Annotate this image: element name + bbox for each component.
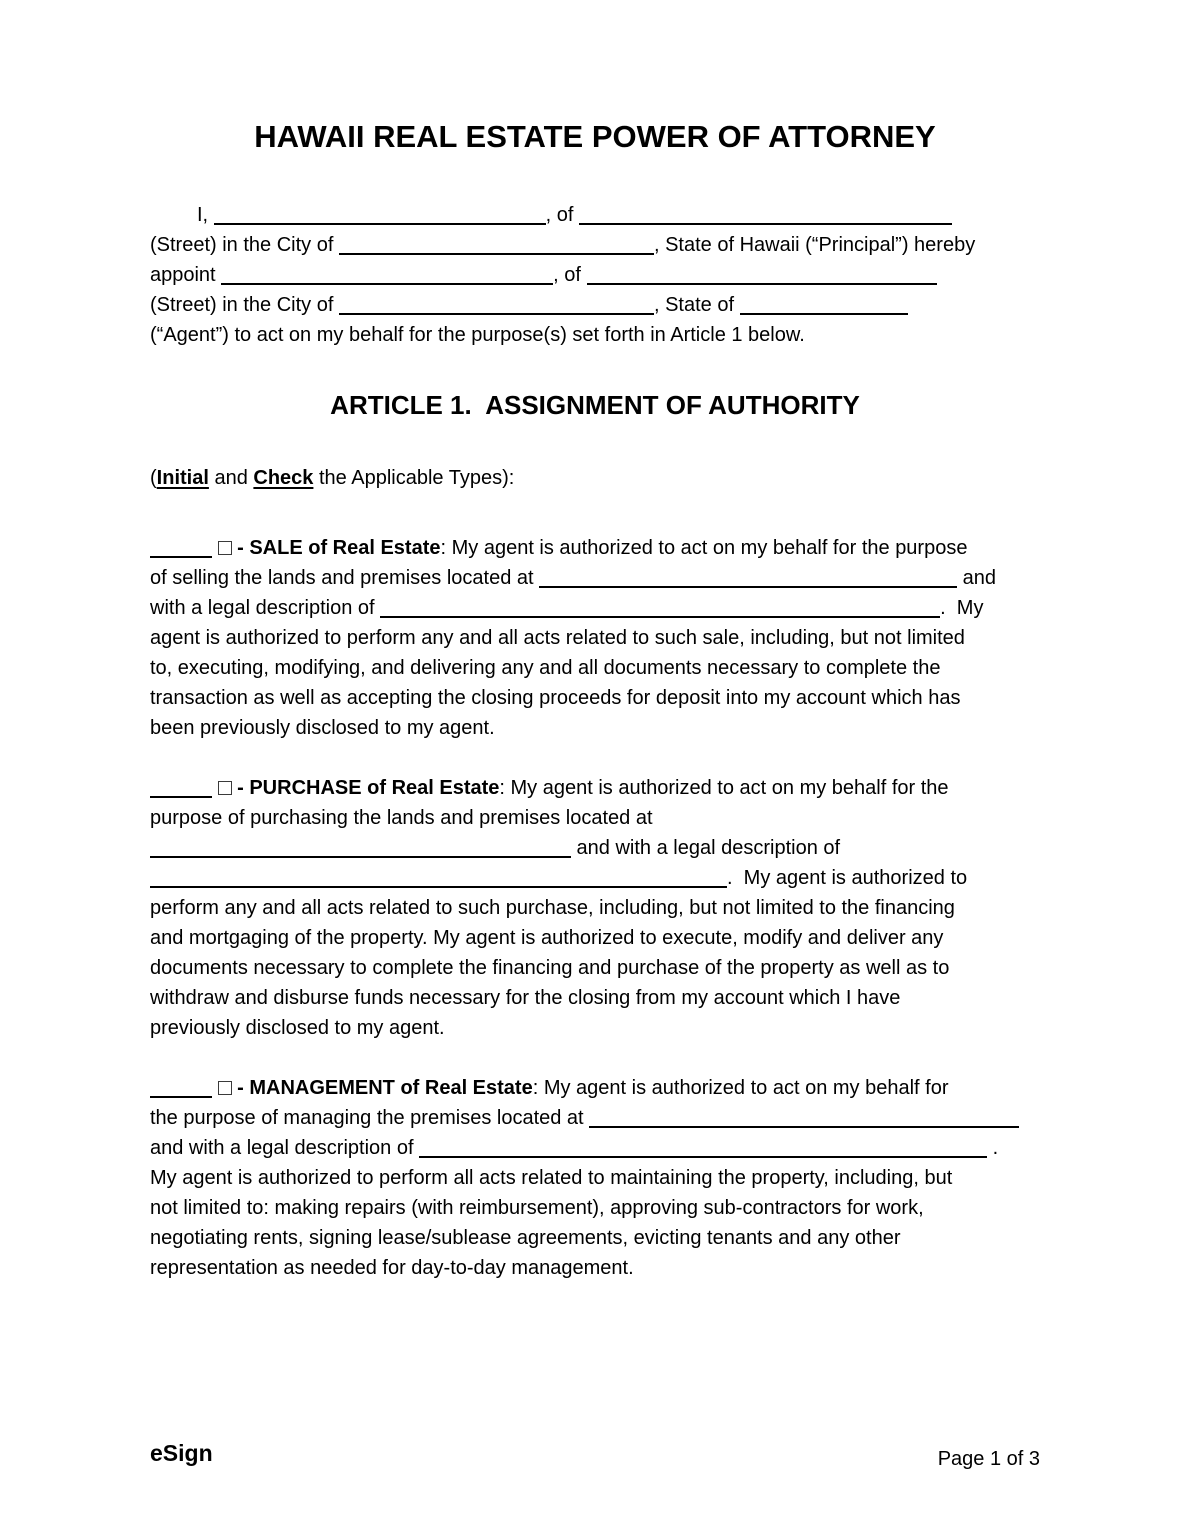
text-segment: (Street) in the City of	[150, 294, 339, 316]
document-line	[150, 1223, 1040, 1253]
document-line	[150, 653, 1040, 683]
purchase-blank-field[interactable]	[150, 776, 212, 798]
document-line	[150, 683, 1040, 713]
text-segment: previously disclosed to my agent.	[150, 1017, 445, 1039]
text-segment: and with a legal description of	[571, 837, 841, 859]
text-segment: - PURCHASE of Real Estate	[231, 777, 500, 799]
document-line	[150, 593, 1040, 623]
text-segment: been previously disclosed to my agent.	[150, 717, 495, 739]
document-line	[150, 260, 1040, 290]
text-segment: : My agent is authorized to act on my behalf for	[532, 1077, 949, 1099]
document-line	[150, 923, 1040, 953]
document-line	[150, 1103, 1040, 1133]
management-blank-field[interactable]	[150, 1076, 212, 1098]
text-segment: representation as needed for day-to-day management.	[150, 1257, 634, 1279]
text-segment: appoint	[150, 264, 222, 286]
document-title: HAWAII REAL ESTATE POWER OF ATTORNEY	[254, 119, 936, 154]
document-line	[150, 713, 1040, 743]
text-segment: and with a legal description of	[150, 1137, 420, 1159]
document-line	[150, 773, 1040, 803]
principal-blank-field[interactable]	[740, 293, 908, 315]
intro-paragraph	[150, 200, 1040, 350]
document-line	[150, 290, 1040, 320]
text-segment: withdraw and disburse funds necessary for the closing from my account which I have	[150, 987, 901, 1009]
sale-blank-field[interactable]	[539, 566, 957, 588]
text-segment: Initial	[156, 467, 209, 489]
management-checkbox[interactable]	[218, 1081, 232, 1095]
document-line	[150, 1133, 1040, 1163]
management-blank-field[interactable]	[419, 1136, 987, 1158]
text-segment: of selling the lands and premises located at	[150, 567, 540, 589]
text-segment: (Street) in the City of	[150, 234, 339, 256]
principal-blank-field[interactable]	[339, 293, 654, 315]
document-line	[150, 320, 1040, 350]
sale-paragraph	[150, 533, 1040, 743]
text-segment: : My agent is authorized to act on my behalf for the	[499, 777, 949, 799]
document-line	[150, 533, 1040, 563]
text-segment: with a legal description of	[150, 597, 381, 619]
document-line	[150, 200, 1040, 230]
purchase-checkbox[interactable]	[218, 781, 232, 795]
page-indicator: Page 1 of 3	[937, 1448, 1040, 1470]
purchase-paragraph	[150, 773, 1040, 1043]
document-line	[150, 1073, 1040, 1103]
text-segment: - MANAGEMENT of Real Estate	[231, 1077, 533, 1099]
text-segment: purpose of purchasing the lands and premises located at	[150, 807, 653, 829]
instruction-line	[150, 463, 1040, 493]
text-segment: to, executing, modifying, and delivering any and all documents necessary to complete the	[150, 657, 941, 679]
management-paragraph	[150, 1073, 1040, 1283]
document-line	[150, 983, 1040, 1013]
text-segment: negotiating rents, signing lease/sublease agreements, evicting tenants and any other	[150, 1227, 901, 1249]
text-segment: , of	[553, 264, 587, 286]
purchase-blank-field[interactable]	[150, 866, 727, 888]
text-segment: (“Agent”) to act on my behalf for the purpose(s) set forth in Article 1 below.	[150, 324, 805, 346]
text-segment: and mortgaging of the property. My agent is authorized to execute, modify and deliver any	[150, 927, 944, 949]
text-segment: , State of Hawaii (“Principal”) hereby	[653, 234, 976, 256]
document-line	[150, 230, 1040, 260]
principal-blank-field[interactable]	[214, 203, 546, 225]
text-segment: perform any and all acts related to such purchase, including, but not limited to the financing	[150, 897, 955, 919]
document-line	[150, 1013, 1040, 1043]
text-segment: the Applicable Types):	[313, 467, 515, 489]
document-line	[150, 623, 1040, 653]
text-segment: . My	[940, 597, 984, 619]
text-segment: . My agent is authorized to	[727, 867, 968, 889]
text-segment: documents necessary to complete the financing and purchase of the property as well as to	[150, 957, 950, 979]
principal-blank-field[interactable]	[339, 233, 654, 255]
document-line	[150, 953, 1040, 983]
sale-checkbox[interactable]	[218, 541, 232, 555]
sale-blank-field[interactable]	[380, 596, 940, 618]
text-segment: - SALE of Real Estate	[231, 537, 441, 559]
text-segment: and	[957, 567, 997, 589]
document-line	[150, 833, 1040, 863]
text-segment: not limited to: making repairs (with reimbursement), approving sub-contractors for work,	[150, 1197, 924, 1219]
text-segment: Check	[253, 467, 314, 489]
management-blank-field[interactable]	[589, 1106, 1019, 1128]
document-line	[150, 893, 1040, 923]
document-line	[150, 1163, 1040, 1193]
document-line	[150, 863, 1040, 893]
text-segment: , of	[545, 204, 580, 226]
document-line	[150, 563, 1040, 593]
principal-blank-field[interactable]	[579, 203, 952, 225]
article-1-heading: ARTICLE 1. ASSIGNMENT OF AUTHORITY	[330, 390, 860, 420]
principal-blank-field[interactable]	[221, 263, 553, 285]
document-line	[150, 1193, 1040, 1223]
text-segment: I,	[197, 204, 214, 226]
document-line	[150, 463, 1040, 493]
text-segment: My agent is authorized to perform all acts related to maintaining the property, including, but	[150, 1167, 953, 1189]
text-segment: the purpose of managing the premises located at	[150, 1107, 590, 1129]
document-line	[150, 803, 1040, 833]
document-line	[150, 1253, 1040, 1283]
text-segment: , State of	[653, 294, 740, 316]
text-segment: agent is authorized to perform any and all acts related to such sale, including, but not limited	[150, 627, 965, 649]
sale-blank-field[interactable]	[150, 536, 212, 558]
text-segment: and	[208, 467, 254, 489]
text-segment: : My agent is authorized to act on my behalf for the purpose	[440, 537, 968, 559]
purchase-blank-field[interactable]	[150, 836, 571, 858]
text-segment: (	[150, 467, 157, 489]
text-segment: .	[987, 1137, 999, 1159]
text-segment: transaction as well as accepting the closing proceeds for deposit into my account which has	[150, 687, 961, 709]
principal-blank-field[interactable]	[587, 263, 937, 285]
esign-logo: eSign	[150, 1440, 213, 1466]
